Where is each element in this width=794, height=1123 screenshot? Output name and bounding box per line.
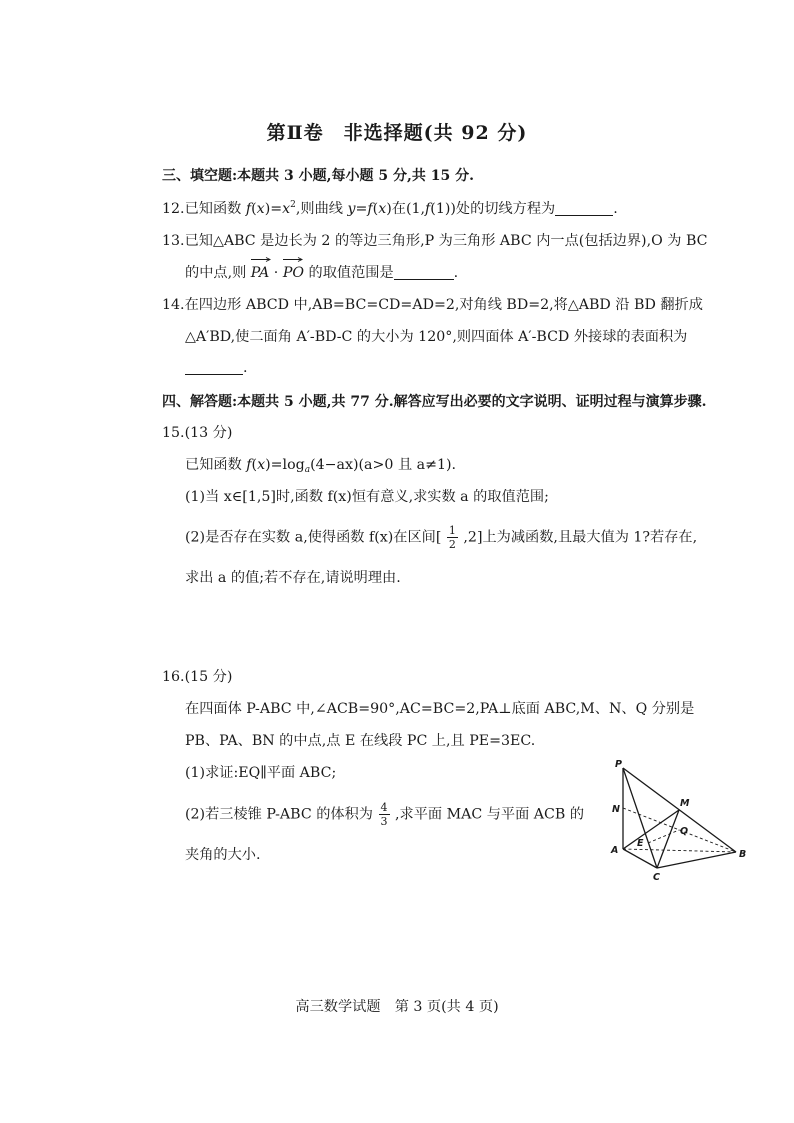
answer-blank: [394, 265, 454, 280]
figure-solid-edges: [623, 768, 736, 868]
question-15-part2-line2: 求出 a 的值;若不存在,请说明理由.: [185, 570, 401, 586]
page-footer: 高三数学试题 第 3 页(共 4 页): [295, 999, 499, 1015]
question-15-part1: (1)当 x∈[1,5]时,函数 f(x)恒有意义,求实数 a 的取值范围;: [185, 489, 549, 505]
page-title: 第Ⅱ卷 非选择题(共 92 分): [266, 122, 528, 144]
edge-am: [623, 810, 679, 849]
question-16-part1: (1)求证:EQ∥平面 ABC;: [185, 765, 337, 781]
question-13: 13.已知△ABC 是边长为 2 的等边三角形,P 为三角形 ABC 内一点(包括边界),O 为 BC: [162, 233, 708, 249]
edge-ab: [623, 849, 736, 852]
question-15-heading: 15.(13 分): [162, 425, 233, 441]
question-14: 14.在四边形 ABCD 中,AB=BC=CD=AD=2,对角线 BD=2,将△ABD 沿 BD 翻折成: [162, 297, 703, 313]
question-15-intro: 已知函数 $f(x)=\log_a(4-ax)(a>0$ 且 a≠1).: [185, 457, 457, 475]
label-n: N: [612, 804, 620, 815]
vector-arrow-icon: [251, 257, 271, 262]
label-e: E: [637, 838, 644, 849]
vector-pa: PA: [251, 263, 270, 283]
label-p: P: [615, 759, 622, 770]
label-a: A: [611, 845, 619, 856]
question-16-line2: PB、PA、BN 的中点,点 E 在线段 PC 上,且 PE=3EC.: [185, 733, 536, 749]
section-4-header: 四、解答题:本题共 5 小题,共 77 分.解答应写出必要的文字说明、证明过程与演算步骤.: [162, 394, 707, 410]
edge-cm: [657, 810, 679, 868]
question-16-line1: 在四面体 P-ABC 中,∠ACB=90°,AC=BC=2,PA⊥底面 ABC,M、N、Q 分别是: [185, 701, 695, 717]
label-c: C: [653, 872, 660, 883]
tetrahedron-figure: [606, 756, 764, 884]
answer-blank: [555, 201, 613, 216]
label-q: Q: [680, 826, 689, 837]
section-3-header: 三、填空题:本题共 3 小题,每小题 5 分,共 15 分.: [162, 168, 474, 184]
question-14-line3: .: [185, 358, 785, 378]
question-16-part2-line2: 夹角的大小.: [185, 847, 261, 863]
question-16-part2: (2)若三棱锥 P-ABC 的体积为 $\frac{4}{3}$ ,求平面 MAC 与平面 ACB 的: [185, 801, 585, 828]
vector-po: PO: [283, 263, 304, 283]
question-13-line2: 的中点,则 PA · PO 的取值范围是 .: [185, 263, 785, 283]
fraction-four-thirds: $\frac{4}{3}$: [380, 801, 388, 828]
segment-eq: [648, 830, 679, 843]
vector-arrow-icon: [283, 257, 303, 262]
fraction-one-half: $\frac{1}{2}$: [448, 524, 456, 551]
question-15-part2: (2)是否存在实数 a,使得函数 f(x)在区间[ $\frac{1}{2}$ ,2]上为减函数,且最大值为 1?若存在,: [185, 524, 698, 551]
question-12: 12.已知函数 $f(x)=x^2$,则曲线 y=f(x)在(1,f(1))处的切线方程为 .: [162, 200, 618, 217]
label-m: M: [680, 798, 690, 809]
question-16-heading: 16.(15 分): [162, 669, 233, 685]
answer-blank: [185, 360, 243, 375]
label-b: B: [739, 849, 747, 860]
question-14-line2: △A′BD,使二面角 A′-BD-C 的大小为 120°,则四面体 A′-BCD 外接球的表面积为: [185, 329, 688, 345]
edge-pc: [623, 768, 657, 868]
edge-cb: [657, 852, 736, 868]
